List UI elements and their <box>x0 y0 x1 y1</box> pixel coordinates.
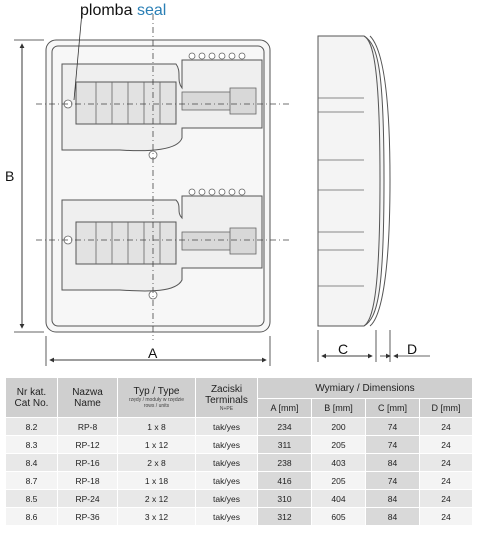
table-cell: RP-8 <box>58 418 118 436</box>
table-cell: 74 <box>366 418 420 436</box>
table-cell: 238 <box>258 454 312 472</box>
table-cell: 8.4 <box>6 454 58 472</box>
table-row <box>6 490 473 508</box>
table-cell: tak/yes <box>196 508 258 526</box>
table-cell: 74 <box>366 436 420 454</box>
table-cell: 404 <box>312 490 366 508</box>
table-cell: 2 x 12 <box>118 490 196 508</box>
header-b: B [mm] <box>312 399 366 418</box>
header-c: C [mm] <box>366 399 420 418</box>
table-cell: tak/yes <box>196 454 258 472</box>
table-cell: tak/yes <box>196 472 258 490</box>
dimension-c-label: C <box>338 341 349 357</box>
header-terminals: Zaciski Terminals N+PE <box>196 378 258 418</box>
table-cell: 1 x 12 <box>118 436 196 454</box>
table-cell: 1 x 18 <box>118 472 196 490</box>
dimension-a-label: A <box>148 345 158 361</box>
table-cell: RP-24 <box>58 490 118 508</box>
table-cell: 8.2 <box>6 418 58 436</box>
table-cell: 24 <box>420 454 473 472</box>
table-cell: 416 <box>258 472 312 490</box>
table-cell: RP-16 <box>58 454 118 472</box>
table-cell: 2 x 8 <box>118 454 196 472</box>
dimension-d-label: D <box>407 341 418 357</box>
table-row <box>6 472 473 490</box>
table-cell: tak/yes <box>196 418 258 436</box>
table-cell: tak/yes <box>196 436 258 454</box>
table-cell: 605 <box>312 508 366 526</box>
table-cell: 24 <box>420 508 473 526</box>
table-cell: 8.3 <box>6 436 58 454</box>
spec-table <box>5 377 473 526</box>
table-cell: 8.6 <box>6 508 58 526</box>
table-row <box>6 508 473 526</box>
table-cell: 24 <box>420 472 473 490</box>
table-cell: 200 <box>312 418 366 436</box>
table-row <box>6 454 473 472</box>
table-cell: RP-36 <box>58 508 118 526</box>
seal-label-pl: plomba <box>80 2 133 19</box>
table-cell: 24 <box>420 490 473 508</box>
header-dimensions: Wymiary / Dimensions <box>258 378 473 399</box>
table-cell: 1 x 8 <box>118 418 196 436</box>
header-d: D [mm] <box>420 399 473 418</box>
table-cell: 205 <box>312 472 366 490</box>
table-cell: 84 <box>366 490 420 508</box>
table-cell: 311 <box>258 436 312 454</box>
table-cell: 205 <box>312 436 366 454</box>
table-cell: tak/yes <box>196 490 258 508</box>
table-row <box>6 418 473 436</box>
table-cell: 3 x 12 <box>118 508 196 526</box>
table-cell: 8.5 <box>6 490 58 508</box>
table-cell: 8.7 <box>6 472 58 490</box>
seal-label-en: seal <box>136 2 167 19</box>
header-a: A [mm] <box>258 399 312 418</box>
table-cell: 24 <box>420 436 473 454</box>
table-cell: 310 <box>258 490 312 508</box>
front-view <box>46 40 270 332</box>
table-cell: 403 <box>312 454 366 472</box>
table-cell: 74 <box>366 472 420 490</box>
table-cell: 234 <box>258 418 312 436</box>
header-name: Nazwa Name <box>58 378 118 418</box>
table-cell: 84 <box>366 508 420 526</box>
header-cat-no: Nr kat. Cat No. <box>6 378 58 418</box>
table-cell: 312 <box>258 508 312 526</box>
seal-label <box>80 2 166 20</box>
table-cell: RP-18 <box>58 472 118 490</box>
header-type: Typ / Type rzędy / moduły w rzędzie rows / units <box>118 378 196 418</box>
table-cell: 24 <box>420 418 473 436</box>
table-cell: RP-12 <box>58 436 118 454</box>
table-cell: 84 <box>366 454 420 472</box>
dimension-b-label: B <box>5 168 15 184</box>
table-row <box>6 436 473 454</box>
side-view <box>318 36 390 326</box>
